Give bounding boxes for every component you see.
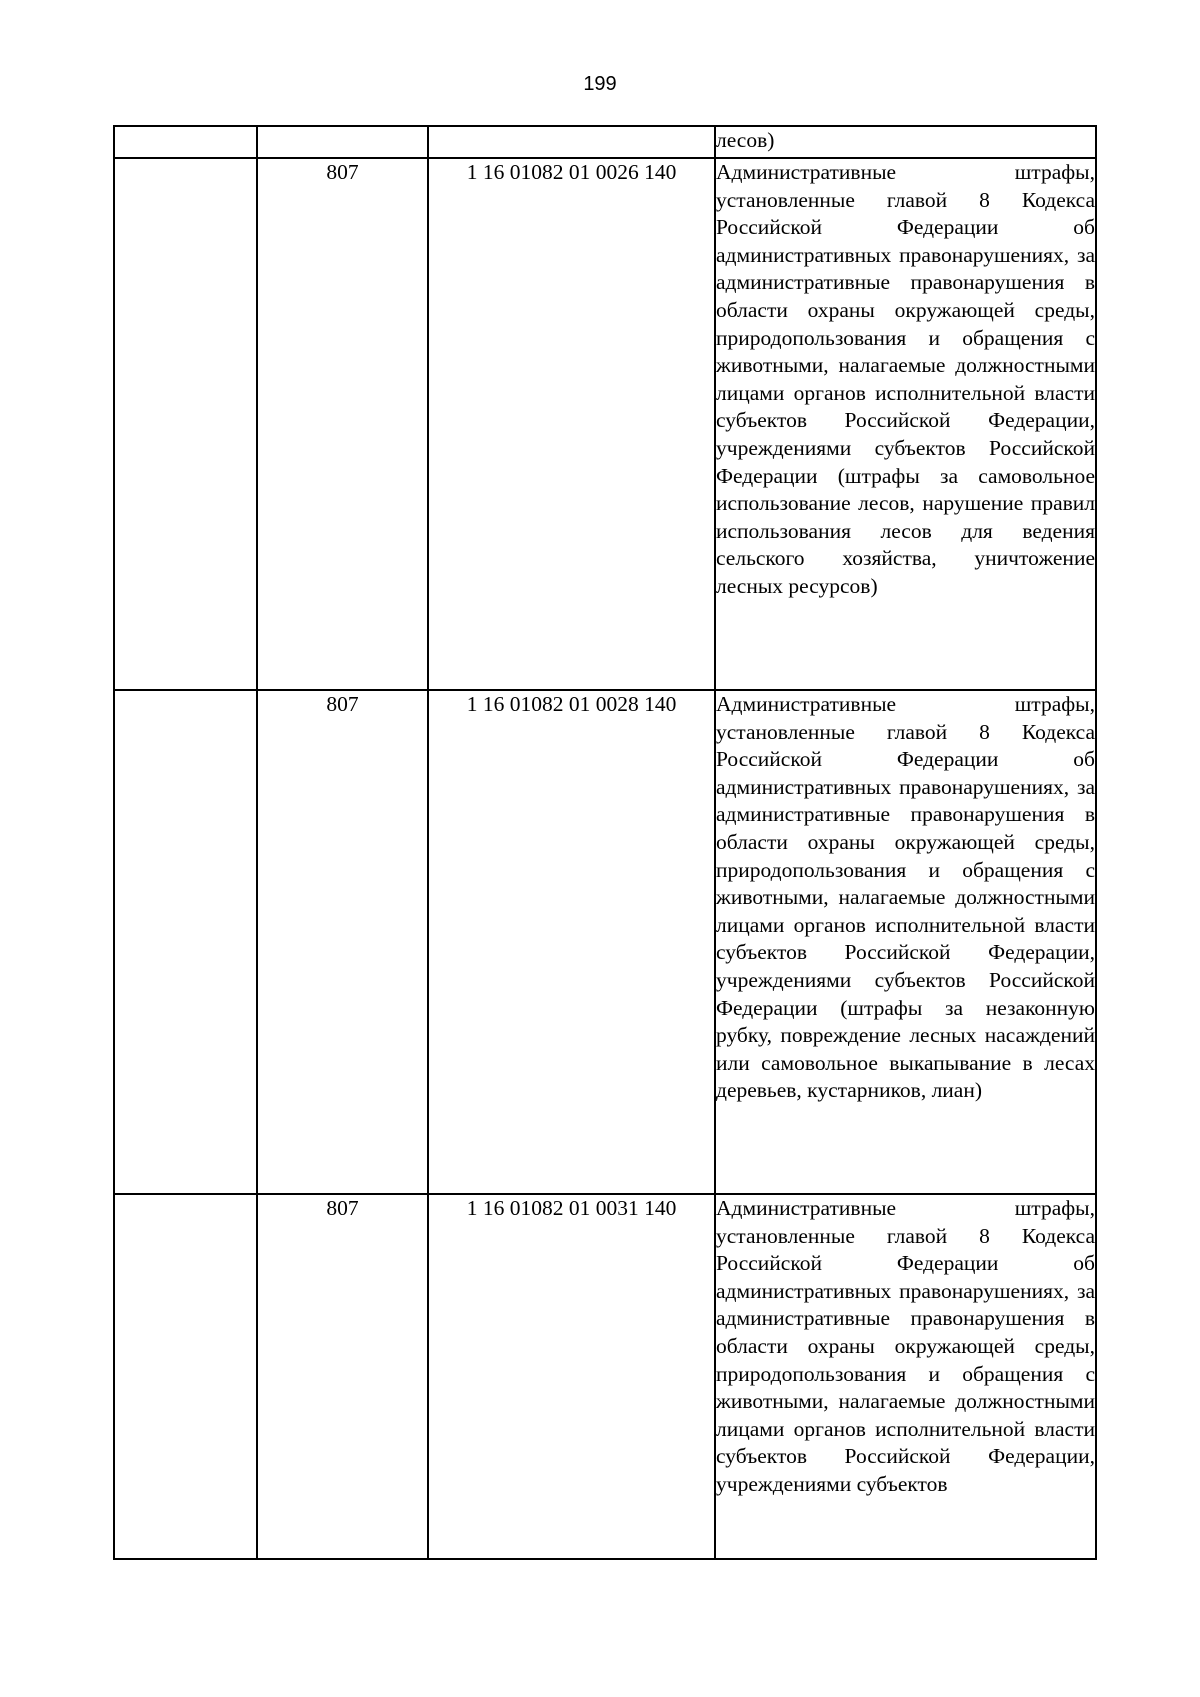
description-cell: Административные штрафы, установленные главой 8 Кодекса Российской Федерации об административных правонарушениях, за административные правонарушения в области охраны окружающей среды, природопользования и обращения с животными, налагаемые должностными лицами органов исполнительной власти субъектов Российской Федерации, учреждениями субъектов bbox=[715, 1194, 1096, 1559]
description-cell: лесов) bbox=[715, 126, 1096, 158]
table-row bbox=[114, 690, 1096, 1194]
admin-code-cell: 807 bbox=[257, 158, 428, 690]
description-cell: Административные штрафы, установленные главой 8 Кодекса Российской Федерации об административных правонарушениях, за административные правонарушения в области охраны окружающей среды, природопользования и обращения с животными, налагаемые должностными лицами органов исполнительной власти субъектов Российской Федерации, учреждениями субъектов Российской Федерации (штрафы за самовольное использование лесов, нарушение правил использования лесов для ведения сельского хозяйства, уничтожение лесных ресурсов) bbox=[715, 158, 1096, 690]
table-row bbox=[114, 126, 1096, 158]
table-row bbox=[114, 1194, 1096, 1559]
table-cell-blank bbox=[114, 158, 257, 690]
table-row bbox=[114, 158, 1096, 690]
admin-code-cell: 807 bbox=[257, 690, 428, 1194]
table-cell-blank bbox=[114, 690, 257, 1194]
budget-code-cell: 1 16 01082 01 0028 140 bbox=[428, 690, 715, 1194]
description-cell: Административные штрафы, установленные главой 8 Кодекса Российской Федерации об административных правонарушениях, за административные правонарушения в области охраны окружающей среды, природопользования и обращения с животными, налагаемые должностными лицами органов исполнительной власти субъектов Российской Федерации, учреждениями субъектов Российской Федерации (штрафы за незаконную рубку, повреждение лесных насаждений или самовольное выкапывание в лесах деревьев, кустарников, лиан) bbox=[715, 690, 1096, 1194]
budget-code-cell bbox=[428, 126, 715, 158]
revenue-codes-table bbox=[113, 125, 1097, 1560]
table-cell-blank bbox=[114, 126, 257, 158]
budget-code-cell: 1 16 01082 01 0026 140 bbox=[428, 158, 715, 690]
page-number: 199 bbox=[583, 73, 617, 95]
budget-code-cell: 1 16 01082 01 0031 140 bbox=[428, 1194, 715, 1559]
admin-code-cell: 807 bbox=[257, 1194, 428, 1559]
table-cell-blank bbox=[114, 1194, 257, 1559]
admin-code-cell bbox=[257, 126, 428, 158]
